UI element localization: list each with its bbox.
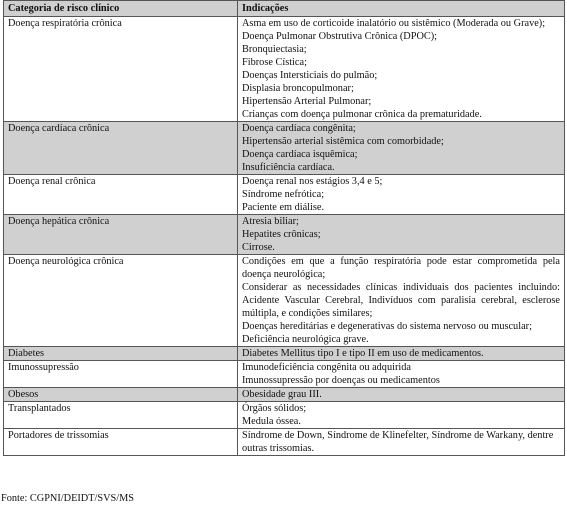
indication-item: Imunodeficiência congênita ou adquirida: [242, 362, 411, 373]
indication-item: Imunossupressão por doenças ou medicamentos: [242, 375, 440, 386]
indication-item: Displasia broncopulmonar;: [242, 83, 354, 94]
category-cell: Doença hepática crônica: [4, 215, 238, 255]
indications-cell: [238, 388, 565, 402]
indication-item: Hipertensão arterial sistêmica com comorbidade;: [242, 136, 444, 147]
table-row: [4, 122, 565, 175]
indication-item: Asma em uso de corticoide inalatório ou sistêmico (Moderada ou Grave);: [242, 18, 546, 29]
indication-item: Doença cardíaca isquêmica;: [242, 149, 358, 160]
indication-item: Deficiência neurológica grave.: [242, 334, 369, 345]
category-cell: Doença respiratória crônica: [4, 17, 238, 122]
category-cell: Doença cardíaca crônica: [4, 122, 238, 175]
indication-item: Medula óssea.: [242, 416, 301, 427]
category-cell: Doença neurológica crônica: [4, 255, 238, 347]
table-row: [4, 255, 565, 347]
indications-cell: [238, 17, 565, 122]
indications-cell: [238, 122, 565, 175]
indication-item: Doença renal nos estágios 3,4 e 5;: [242, 176, 383, 187]
indication-item: Doença Pulmonar Obstrutiva Crônica (DPOC);: [242, 31, 438, 42]
category-cell: Doença renal crônica: [4, 175, 238, 215]
indication-item: Diabetes Mellitus tipo I e tipo II em uso de medicamentos.: [242, 348, 484, 359]
indication-item: Doenças Intersticiais do pulmão;: [242, 70, 378, 81]
indications-cell: [238, 255, 565, 347]
source-caption: Fonte: CGPNI/DEIDT/SVS/MS: [1, 493, 135, 504]
indications-cell: [238, 215, 565, 255]
indication-item: Síndrome de Down, Síndrome de Klinefelter, Síndrome de Warkany, dentre outras trissomias.: [242, 430, 554, 454]
table-row: [4, 175, 565, 215]
category-cell: Obesos: [4, 388, 238, 402]
indication-item: Atresia biliar;: [242, 216, 299, 227]
category-cell: Portadores de trissomias: [4, 429, 238, 456]
indication-item: Fibrose Cística;: [242, 57, 307, 68]
indication-item: Crianças com doença pulmonar crônica da prematuridade.: [242, 109, 482, 120]
indication-item: Síndrome nefrótica;: [242, 189, 325, 200]
risk-category-table: [3, 0, 565, 456]
indication-item: Doenças hereditárias e degenerativas do sistema nervoso ou muscular;: [242, 321, 532, 332]
indications-cell: [238, 402, 565, 429]
table-row: [4, 361, 565, 388]
table-row: [4, 429, 565, 456]
indication-item: Hepatites crônicas;: [242, 229, 321, 240]
indications-cell: [238, 175, 565, 215]
table-row: [4, 402, 565, 429]
table-row: [4, 17, 565, 122]
category-cell: Diabetes: [4, 347, 238, 361]
indications-cell: [238, 347, 565, 361]
category-cell: Transplantados: [4, 402, 238, 429]
risk-table-container: [3, 0, 564, 456]
table-body: [4, 17, 565, 456]
indication-item: Paciente em diálise.: [242, 202, 325, 213]
indication-item: Obesidade grau III.: [242, 389, 322, 400]
table-row: [4, 388, 565, 402]
indication-item: Órgãos sólidos;: [242, 403, 307, 414]
indication-item: Cirrose.: [242, 242, 275, 253]
indication-item: Doença cardíaca congênita;: [242, 123, 356, 134]
indications-cell: [238, 361, 565, 388]
table-header-row: [4, 1, 565, 17]
table-row: [4, 215, 565, 255]
header-indications: Indicações: [238, 1, 565, 17]
indication-item: Insuficiência cardíaca.: [242, 162, 335, 173]
indication-item: Considerar as necessidades clínicas individuais dos pacientes incluindo: Acidente Vascular Cerebral, Indivíduos com paralisia cerebral, esclerose múltipla, e condições similares;: [242, 282, 560, 319]
indication-item: Bronquiectasia;: [242, 44, 307, 55]
indications-cell: [238, 429, 565, 456]
indication-item: Condições em que a função respiratória pode estar comprometida pela doença neurológica;: [242, 256, 560, 280]
table-row: [4, 347, 565, 361]
header-category: Categoria de risco clínico: [4, 1, 238, 17]
category-cell: Imunossupressão: [4, 361, 238, 388]
indication-item: Hipertensão Arterial Pulmonar;: [242, 96, 372, 107]
